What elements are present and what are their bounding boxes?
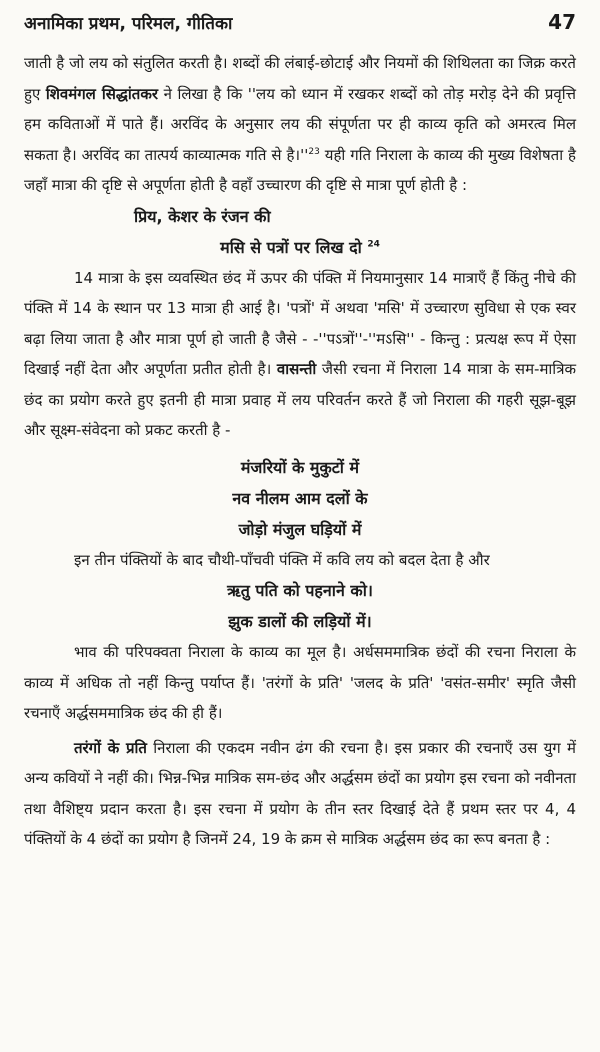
- running-title: अनामिका प्रथम, परिमल, गीतिका: [24, 14, 233, 34]
- verse-block-1: [24, 201, 576, 263]
- work-title-vasanti: वासन्ती: [276, 360, 317, 378]
- author-name: शिवमंगल सिद्धांतकर: [45, 84, 158, 103]
- verse-2-line-2: नव नीलम आम दलों के: [232, 488, 368, 508]
- verse-2-line-1: मंजरियों के मुकुटों में: [240, 457, 360, 477]
- footnote-ref-23: 23: [308, 146, 320, 157]
- verse-block-3: [24, 575, 576, 637]
- verse-1-line-2-text: मसि से पत्रों पर लिख दो: [220, 237, 362, 257]
- paragraph-1: [24, 48, 576, 201]
- footnote-ref-24: 24: [367, 239, 380, 250]
- paragraph-1-text-b: ने लिखा है कि ''लय को ध्यान में रखकर शब्दों को तोड़ मरोड़ देने की प्रवृत्ति हम कविताओं में पाते हैं। अरविंद के अनुसार लय की संपूर्णता पर ही काव्य कृति को अमरत्व मिल सकता है। अरविंद का तात्पर्य काव्यात्मक गति से है।'': [24, 84, 577, 164]
- verse-3-line-2: झुक डालों की लड़ियों में।: [228, 612, 372, 631]
- paragraph-1-text-a: जाती है जो लय को संतुलित करती है। शब्दों की लंबाई-छोटाई और नियमों की शिथिलता का जिक्र करते हुए: [24, 54, 576, 103]
- paragraph-5: [24, 733, 576, 855]
- page-header: [24, 10, 576, 34]
- paragraph-2-text-b: जैसी रचना में निराला 14 मात्रा के सम-मात्रिक छंद का प्रयोग करते हुए इतनी ही मात्रा प्रवाह में लय परिवर्तन करते हैं जो निराला की गहरी सूझ-बूझ और सूक्ष्म-संवेदना को प्रकट करती है -: [24, 360, 576, 439]
- paragraph-1-text-c: यही गति निराला के काव्य की मुख्य विशेषता है जहाँ मात्रा की दृष्टि से अपूर्णता होती है वहाँ उच्चारण की दृष्टि से मात्रा पूर्ण होती है :: [24, 145, 576, 194]
- page-number: 47: [548, 10, 576, 34]
- paragraph-4: भाव की परिपक्वता निराला के काव्य का मूल है। अर्धसममात्रिक छंदों की रचना निराला के काव्य में अधिक तो नहीं किन्तु पर्याप्त हैं। 'तरंगों के प्रति' 'जलद के प्रति' 'वसंत-समीर' स्मृति जैसी रचनाएँ अर्द्धसममात्रिक छंद की ही हैं।: [24, 643, 576, 722]
- paragraph-5-text: निराला की एकदम नवीन ढंग की रचना है। इस प्रकार की रचनाएँ उस युग में अन्य कवियों ने नहीं की। भिन्न-भिन्न मात्रिक सम-छंद और अर्द्धसम छंदों का प्रयोग इस रचना को नवीनता तथा वैशिष्ट्य प्रदान करता है। इस रचना में प्रयोग के तीन स्तर दिखाई देते हैं प्रथम स्तर पर 4, 4 पंक्तियों के 4 छंदों का प्रयोग है जिनमें 24, 19 के क्रम से मात्रिक अर्द्धसम छंद का रूप बनता है :: [24, 738, 576, 848]
- work-title-tarangon: तरंगों के प्रति: [74, 738, 147, 757]
- verse-2-line-3: जोड़ो मंजुल घड़ियों में: [238, 519, 362, 539]
- verse-1-line-2: [24, 232, 576, 263]
- verse-block-2: [24, 452, 576, 545]
- paragraph-3: इन तीन पंक्तियों के बाद चौथी-पाँचवी पंक्ति में कवि लय को बदल देता है और: [74, 550, 490, 569]
- verse-3-line-1: ऋतु पति को पहनाने को।: [227, 581, 373, 600]
- paragraph-2-text: 14 मात्रा के इस व्यवस्थित छंद में ऊपर की पंक्ति में नियमानुसार 14 मात्राएँ हैं किंतु नीचे की पंक्ति में 14 के स्थान पर 13 मात्रा ही आई है। 'पत्रों' में अथवा 'मसि' में उच्चारण सुविधा से एक स्वर बढ़ा लिया जाता है और मात्रा पूर्ण हो जाती है जैसे - -''पऽत्रों''-''मऽसि'' - किन्तु : प्रत्यक्ष रूप में ऐसा दिखाई नहीं देता और अपूर्णता प्रतीत होती है।: [24, 268, 576, 378]
- paragraph-2: [24, 263, 576, 446]
- verse-1-line-1: प्रिय, केशर के रंजन की: [134, 206, 271, 226]
